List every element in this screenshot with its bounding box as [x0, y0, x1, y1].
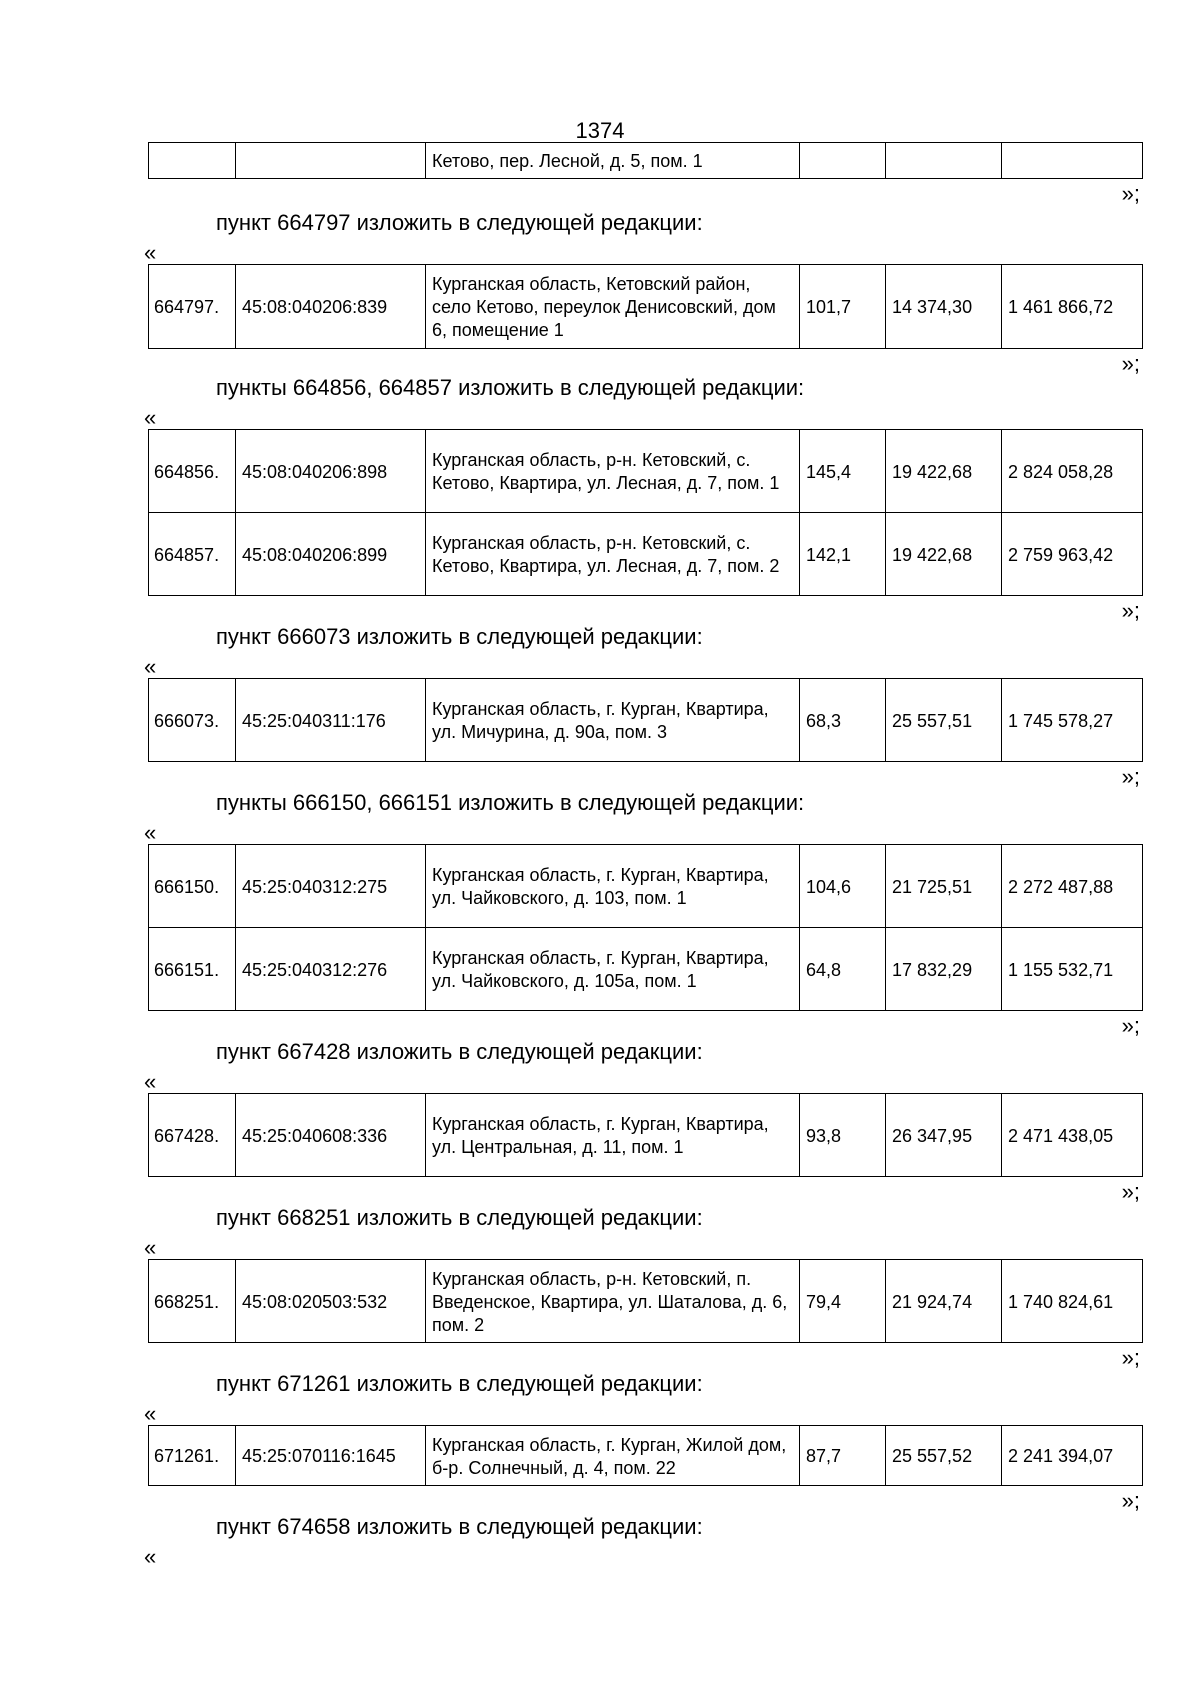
- closing-quote: »;: [1121, 351, 1140, 376]
- cell-area: [800, 143, 886, 179]
- closing-quote: »;: [1121, 764, 1140, 789]
- cell-cadastral: [236, 143, 426, 179]
- cell-value: 1 155 532,71: [1002, 928, 1143, 1011]
- opening-quote: «: [144, 1544, 157, 1569]
- cell-address: Курганская область, р-н. Кетовский, п. Введенское, Квартира, ул. Шаталова, д. 6, пом. 2: [426, 1260, 800, 1343]
- amendment-section: [144, 1201, 1142, 1373]
- table-row: [149, 513, 1143, 596]
- closing-quote: »;: [1121, 598, 1140, 623]
- amendment-section: [144, 620, 1142, 792]
- closing-quote: »;: [1121, 1179, 1140, 1204]
- cell-rate: 21 924,74: [886, 1260, 1002, 1343]
- cell-number: 664856.: [149, 430, 236, 513]
- cell-address: Курганская область, г. Курган, Квартира, ул. Центральная, д. 11, пом. 1: [426, 1094, 800, 1177]
- cell-rate: [886, 143, 1002, 179]
- section-heading: пункт 671261 изложить в следующей редакции:: [216, 1371, 703, 1396]
- cell-address: Курганская область, Кетовский район, село Кетово, переулок Денисовский, дом 6, помещение 1: [426, 265, 800, 349]
- cell-cadastral: 45:25:040311:176: [236, 679, 426, 762]
- opening-quote: «: [144, 1401, 157, 1426]
- cell-area: 142,1: [800, 513, 886, 596]
- cell-cadastral: 45:08:040206:898: [236, 430, 426, 513]
- section-heading: пункт 666073 изложить в следующей редакции:: [216, 624, 703, 649]
- cell-number: 664857.: [149, 513, 236, 596]
- cell-number: 668251.: [149, 1260, 236, 1343]
- cell-address: Курганская область, р-н. Кетовский, с. Кетово, Квартира, ул. Лесная, д. 7, пом. 1: [426, 430, 800, 513]
- section-heading: пункты 666150, 666151 изложить в следующей редакции:: [216, 790, 805, 815]
- cell-area: 87,7: [800, 1426, 886, 1486]
- cell-cadastral: 45:08:020503:532: [236, 1260, 426, 1343]
- table-row: [149, 1426, 1143, 1486]
- section-heading: пункт 664797 изложить в следующей редакции:: [216, 210, 703, 235]
- amendment-section: [144, 206, 1142, 379]
- cell-value: 2 471 438,05: [1002, 1094, 1143, 1177]
- section-heading: пункт 668251 изложить в следующей редакции:: [216, 1205, 703, 1230]
- closing-quote: »;: [1121, 181, 1140, 206]
- opening-quote: «: [144, 405, 157, 430]
- cell-value: 1 740 824,61: [1002, 1260, 1143, 1343]
- cell-rate: 25 557,51: [886, 679, 1002, 762]
- cell-address: Кетово, пер. Лесной, д. 5, пом. 1: [426, 143, 800, 179]
- opening-quote: «: [144, 654, 157, 679]
- cell-cadastral: 45:08:040206:899: [236, 513, 426, 596]
- amendment-table: [148, 429, 1143, 596]
- cell-rate: 21 725,51: [886, 845, 1002, 928]
- amendment-table: [148, 844, 1143, 1011]
- section-heading: пункты 664856, 664857 изложить в следующей редакции:: [216, 375, 805, 400]
- cell-cadastral: 45:25:040312:275: [236, 845, 426, 928]
- amendment-table: [148, 264, 1143, 349]
- cell-value: 2 241 394,07: [1002, 1426, 1143, 1486]
- cell-value: 2 824 058,28: [1002, 430, 1143, 513]
- cell-address: Курганская область, г. Курган, Квартира, ул. Мичурина, д. 90а, пом. 3: [426, 679, 800, 762]
- table-row: [149, 1094, 1143, 1177]
- page-number: 1374: [575, 118, 625, 143]
- cell-cadastral: 45:08:040206:839: [236, 265, 426, 349]
- opening-quote: «: [144, 1069, 157, 1094]
- cell-cadastral: 45:25:040312:276: [236, 928, 426, 1011]
- cell-value: [1002, 143, 1143, 179]
- amendment-table: [148, 1259, 1143, 1343]
- closing-quote: »;: [1121, 1345, 1140, 1370]
- cell-area: 104,6: [800, 845, 886, 928]
- amendment-section: [144, 786, 1142, 1041]
- closing-quote: »;: [1121, 1488, 1140, 1513]
- cell-number: 664797.: [149, 265, 236, 349]
- cell-cadastral: 45:25:070116:1645: [236, 1426, 426, 1486]
- cell-area: 68,3: [800, 679, 886, 762]
- cell-value: 2 759 963,42: [1002, 513, 1143, 596]
- cell-number: 666073.: [149, 679, 236, 762]
- cell-number: 667428.: [149, 1094, 236, 1177]
- cell-area: 93,8: [800, 1094, 886, 1177]
- cell-rate: 19 422,68: [886, 430, 1002, 513]
- section-heading: пункт 674658 изложить в следующей редакции:: [216, 1514, 703, 1539]
- cell-value: 1 461 866,72: [1002, 265, 1143, 349]
- table-row: [149, 679, 1143, 762]
- table-row: [149, 1260, 1143, 1343]
- cell-number: 671261.: [149, 1426, 236, 1486]
- amendment-table: [148, 678, 1143, 762]
- cell-area: 79,4: [800, 1260, 886, 1343]
- amendment-table: [148, 1093, 1143, 1177]
- cell-value: 1 745 578,27: [1002, 679, 1143, 762]
- cell-number: 666150.: [149, 845, 236, 928]
- amendment-section: [144, 1510, 1142, 1569]
- cell-rate: 14 374,30: [886, 265, 1002, 349]
- table-row: [149, 430, 1143, 513]
- section-heading: пункт 667428 изложить в следующей редакции:: [216, 1039, 703, 1064]
- cell-area: 145,4: [800, 430, 886, 513]
- closing-quote: »;: [1121, 1013, 1140, 1038]
- amendment-section: [144, 1035, 1142, 1207]
- cell-address: Курганская область, г. Курган, Квартира, ул. Чайковского, д. 103, пом. 1: [426, 845, 800, 928]
- cell-rate: 17 832,29: [886, 928, 1002, 1011]
- table-row: [149, 143, 1143, 179]
- cell-number: [149, 143, 236, 179]
- opening-quote: «: [144, 1235, 157, 1260]
- table-row: [149, 928, 1143, 1011]
- cell-cadastral: 45:25:040608:336: [236, 1094, 426, 1177]
- cell-value: 2 272 487,88: [1002, 845, 1143, 928]
- cell-rate: 26 347,95: [886, 1094, 1002, 1177]
- cell-address: Курганская область, г. Курган, Квартира, ул. Чайковского, д. 105а, пом. 1: [426, 928, 800, 1011]
- top-fragment: [148, 142, 1142, 209]
- opening-quote: «: [144, 820, 157, 845]
- cell-area: 101,7: [800, 265, 886, 349]
- cell-address: Курганская область, г. Курган, Жилой дом, б-р. Солнечный, д. 4, пом. 22: [426, 1426, 800, 1486]
- opening-quote: «: [144, 240, 157, 265]
- cell-area: 64,8: [800, 928, 886, 1011]
- amendment-section: [144, 1367, 1142, 1516]
- cell-rate: 19 422,68: [886, 513, 1002, 596]
- amendment-table: [148, 1425, 1143, 1486]
- table-row: [149, 845, 1143, 928]
- cell-address: Курганская область, р-н. Кетовский, с. Кетово, Квартира, ул. Лесная, д. 7, пом. 2: [426, 513, 800, 596]
- top-fragment-table: [148, 142, 1143, 179]
- cell-rate: 25 557,52: [886, 1426, 1002, 1486]
- amendment-section: [144, 371, 1142, 626]
- table-row: [149, 265, 1143, 349]
- cell-number: 666151.: [149, 928, 236, 1011]
